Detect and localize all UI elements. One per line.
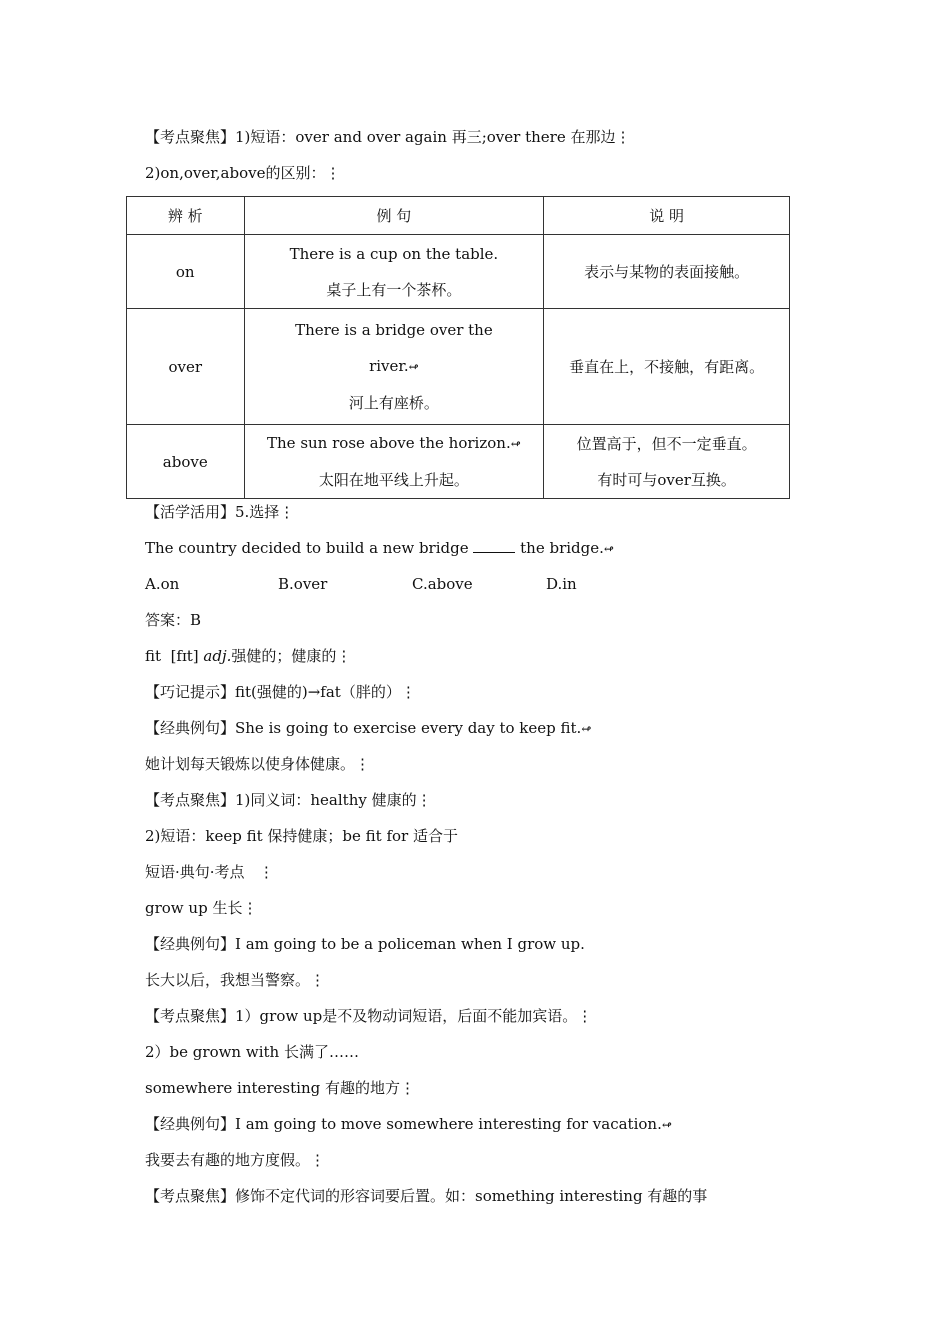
grow-example-translation: 长大以后，我想当警察。⋮ [145,971,326,989]
header-cell: 例 句 [244,197,544,235]
header-cell: 辨 析 [127,197,245,235]
grow-focus-2: 2）be grown with 长满了…… [145,1043,359,1061]
fit-focus-1: 【考点聚焦】1)同义词：healthy 健康的⋮ [145,791,432,809]
header-cell: 说 明 [544,197,790,235]
blank-line [473,540,515,553]
paragraph-mark-icon: ↫ [581,722,592,736]
table-row [127,309,790,425]
grow-example: 【经典例句】I am going to be a policeman when I grow up. [145,935,585,953]
table-cell-example: There is a bridge over the river.↫ 河上有座桥。 [244,309,544,425]
table-cell-example: There is a cup on the table. 桌子上有一个茶杯。 [244,235,544,309]
paragraph-mark-icon: ↫ [510,437,521,451]
somewhere-focus: 【考点聚焦】修饰不定代词的形容词要后置。如：something interesting 有趣的事 [145,1187,708,1205]
entry-somewhere-interesting: somewhere interesting 有趣的地方⋮ [145,1079,415,1097]
table-cell-term: over [127,309,245,425]
option-a: A.on [145,575,180,593]
comparison-table [126,196,790,499]
section-focus-2: 2)on,over,above的区别：⋮ [145,164,341,182]
paragraph-mark-icon: ↫ [603,542,614,556]
table-cell-note: 位置高于，但不一定垂直。 有时可与over互换。 [544,425,790,499]
section-heading: 短语·典句·考点 ⋮ [145,863,274,881]
table-row [127,425,790,499]
option-d: D.in [546,575,577,593]
somewhere-example: 【经典例句】I am going to move somewhere interesting for vacation.↫ [145,1115,672,1133]
table-row [127,235,790,309]
fit-focus-2: 2)短语：keep fit 保持健康；be fit for 适合于 [145,827,458,845]
paragraph-mark-icon: ↫ [661,1118,672,1132]
practice-question: The country decided to build a new bridge the bridge.↫ [145,539,614,557]
fit-memory-tip: 【巧记提示】fit(强健的)→fat（胖的）⋮ [145,683,416,701]
entry-grow-up: grow up 生长⋮ [145,899,258,917]
somewhere-example-translation: 我要去有趣的地方度假。⋮ [145,1151,326,1169]
table-cell-note: 表示与某物的表面接触。 [544,235,790,309]
answer-line: 答案：B [145,611,202,629]
table-cell-term: on [127,235,245,309]
grow-focus-1: 【考点聚焦】1）grow up是不及物动词短语，后面不能加宾语。⋮ [145,1007,593,1025]
option-b: B.over [278,575,328,593]
paragraph-mark-icon: ↫ [408,360,419,374]
entry-fit: fit [fɪt] adj.强健的；健康的⋮ [145,647,352,665]
option-c: C.above [412,575,473,593]
table-cell-term: above [127,425,245,499]
section-focus-1: 【考点聚焦】1)短语：over and over again 再三;over there 在那边⋮ [145,128,631,146]
fit-example: 【经典例句】She is going to exercise every day to keep fit.↫ [145,719,592,737]
table-cell-note: 垂直在上，不接触，有距离。 [544,309,790,425]
practice-heading: 【活学活用】5.选择⋮ [145,503,295,521]
fit-example-translation: 她计划每天锻炼以使身体健康。⋮ [145,755,371,773]
table-cell-example: The sun rose above the horizon.↫ 太阳在地平线上升起。 [244,425,544,499]
table-header-row [127,197,790,235]
